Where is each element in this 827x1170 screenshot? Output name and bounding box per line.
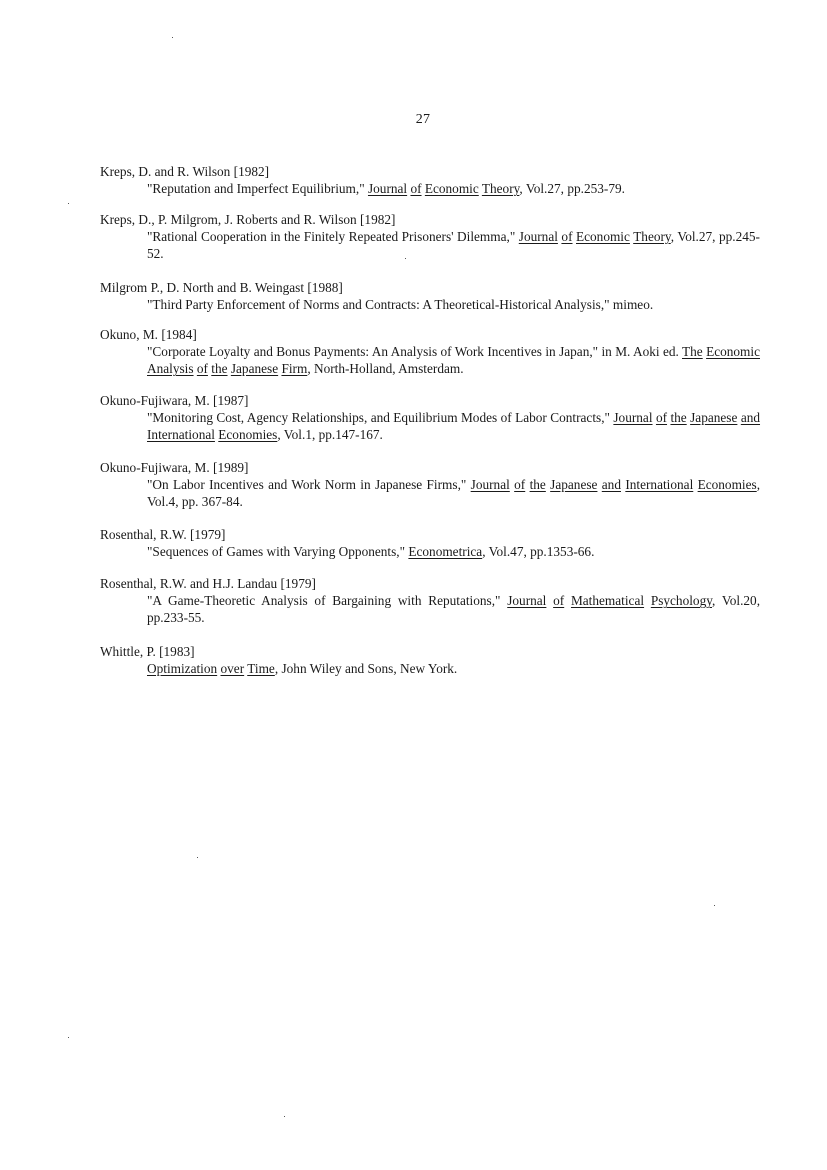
reference-author: Okuno-Fujiwara, M. [1987] [100,393,249,408]
underlined-title-word: Theory [481,181,520,196]
underlined-title-word: and [740,410,761,425]
underlined-title-word: of [561,229,573,244]
scan-speck [714,905,715,906]
reference-author: Rosenthal, R.W. [1979] [100,527,226,542]
underlined-title-word: the [529,477,546,492]
reference-author: Kreps, D. and R. Wilson [1982] [100,164,270,179]
underlined-title-word: of [410,181,422,196]
citation-text: , Vol.47, pp.1353-66. [482,544,595,559]
reference-citation [100,592,760,626]
reference-entry [100,459,760,510]
citation-text: "Third Party Enforcement of Norms and Contracts: A Theoretical-Historical Analysis," mimeo. [147,297,654,312]
underlined-title-word: Economies [218,427,278,442]
reference-entry [100,643,760,677]
underlined-title-word: the [670,410,687,425]
underlined-title-word: Optimization [147,661,218,676]
reference-citation [100,543,760,560]
citation-text: , Vol.1, pp.147-167. [277,427,383,442]
scan-speck [68,1037,69,1038]
underlined-title-word: and [601,477,621,492]
underlined-title-word: International [625,477,694,492]
underlined-title-word: of [196,361,208,376]
reference-entry [100,392,760,443]
page-number: 27 [415,112,431,127]
reference-citation [100,660,760,677]
underlined-title-word: Economies [697,477,757,492]
underlined-title-word: Journal [518,229,558,244]
reference-author: Okuno, M. [1984] [100,327,197,342]
underlined-title-word: Journal [367,181,408,196]
citation-text: "Monitoring Cost, Agency Relationships, and Equilibrium Modes of Labor Contracts," [147,410,614,425]
reference-entry [100,163,760,197]
reference-entry [100,575,760,626]
underlined-title-word: Time [247,661,275,676]
reference-citation [100,228,760,262]
citation-text: , Vol.20, pp.233-55. [147,593,761,625]
reference-author: Milgrom P., D. North and B. Weingast [1988] [100,280,343,295]
underlined-title-word: Economic [706,344,760,359]
citation-text: "On Labor Incentives and Work Norm in Japanese Firms," [147,477,471,492]
reference-entry [100,326,760,377]
underlined-title-word: Theory [633,229,671,244]
underlined-title-word: Journal [470,477,510,492]
underlined-title-word: Japanese [550,477,598,492]
citation-text: "Rational Cooperation in the Finitely Repeated Prisoners' Dilemma," [147,229,519,244]
underlined-title-word: Journal [613,410,653,425]
reference-citation [100,296,760,313]
underlined-title-word: Econometrica [408,544,483,559]
citation-text [564,593,571,608]
reference-author: Whittle, P. [1983] [100,644,195,659]
citation-text: , Vol.27, pp.245-52. [147,229,760,261]
underlined-title-word: Analysis [147,361,194,376]
reference-citation [100,343,760,377]
underlined-title-word: Psychology [650,593,713,608]
citation-text [644,593,651,608]
underlined-title-word: of [553,593,565,608]
underlined-title-word: Firm [281,361,308,376]
citation-text: , Vol.4, pp. 367-84. [147,477,761,509]
reference-entry [100,279,760,313]
citation-text: "Corporate Loyalty and Bonus Payments: An Analysis of Work Incentives in Japan," in M. Aoki ed. [147,344,682,359]
reference-citation [100,476,760,510]
citation-text: "Sequences of Games with Varying Opponents," [147,544,409,559]
underlined-title-word: of [514,477,526,492]
underlined-title-word: Mathematical [570,593,645,608]
citation-text: , Vol.27, pp.253-79. [519,181,625,196]
scan-speck [172,37,173,38]
underlined-title-word: over [220,661,245,676]
scan-speck [68,203,69,204]
reference-author: Okuno-Fujiwara, M. [1989] [100,460,249,475]
citation-text: , John Wiley and Sons, New York. [274,661,458,676]
underlined-title-word: Economic [576,229,630,244]
underlined-title-word: Japanese [690,410,738,425]
scan-speck [284,1116,285,1117]
scan-speck [197,857,198,858]
underlined-title-word: Economic [424,181,479,196]
reference-citation [100,180,760,197]
reference-entry [100,211,760,262]
underlined-title-word: Japanese [230,361,279,376]
reference-author: Kreps, D., P. Milgrom, J. Roberts and R. Wilson [1982] [100,212,396,227]
underlined-title-word: the [211,361,228,376]
scan-speck [405,258,406,259]
citation-text: "Reputation and Imperfect Equilibrium," [147,181,368,196]
reference-entry [100,526,760,560]
underlined-title-word: International [147,427,215,442]
reference-citation [100,409,760,443]
underlined-title-word: The [682,344,703,359]
underlined-title-word: of [655,410,668,425]
reference-author: Rosenthal, R.W. and H.J. Landau [1979] [100,576,316,591]
citation-text: , North-Holland, Amsterdam. [307,361,464,376]
citation-text: "A Game-Theoretic Analysis of Bargaining with Reputations," [147,593,508,608]
underlined-title-word: Journal [507,593,547,608]
